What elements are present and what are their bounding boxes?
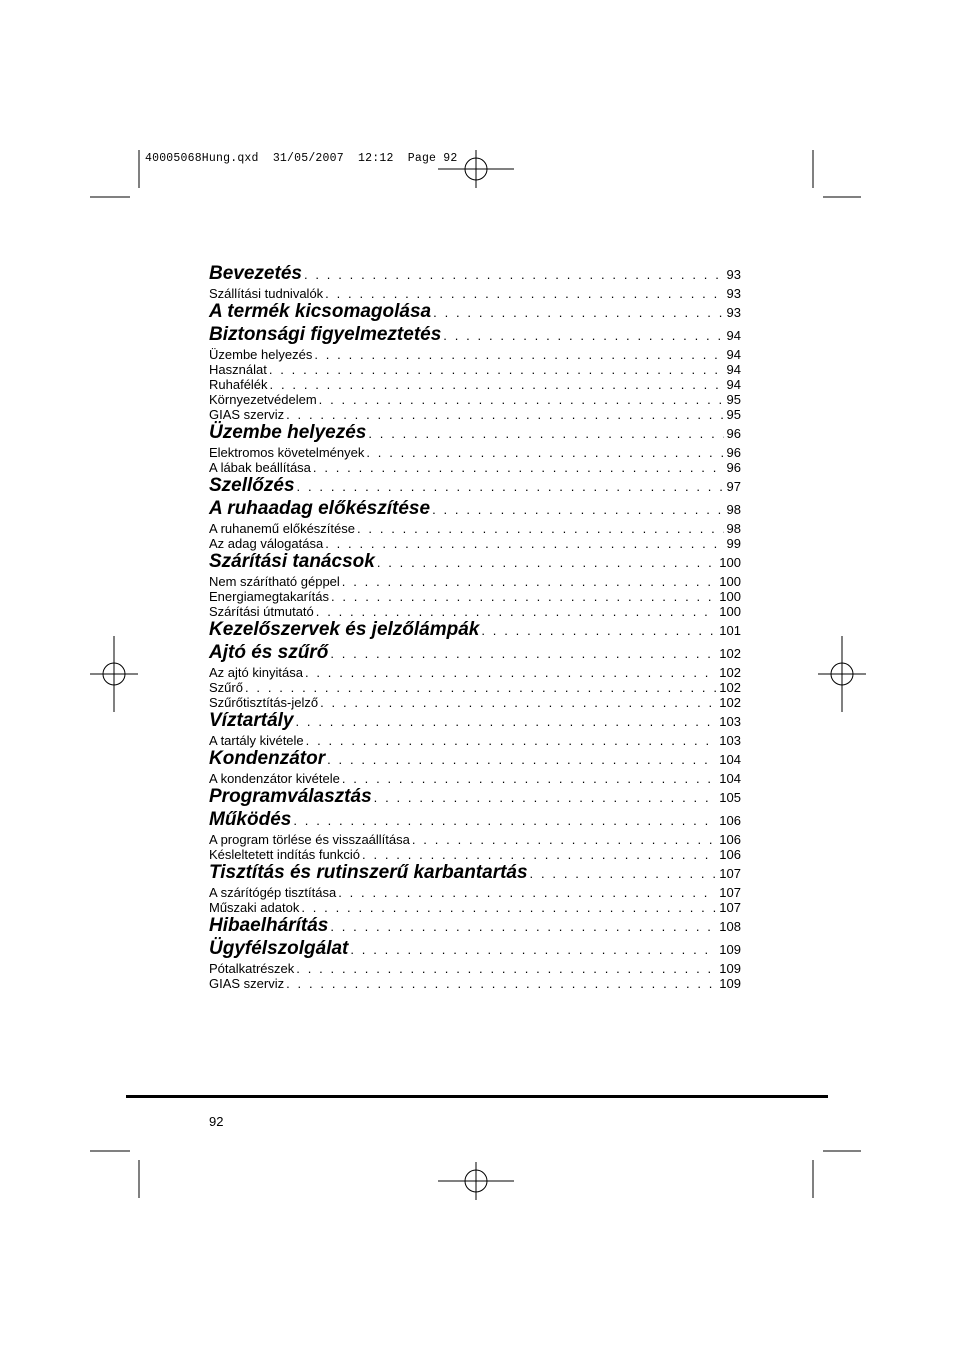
footer-rule: [126, 1095, 828, 1098]
dot-leader: [313, 460, 724, 475]
dot-leader: [342, 771, 716, 786]
dot-leader: [286, 407, 723, 422]
toc-entry-title: Hibaelhárítás: [209, 915, 329, 936]
toc-section-entry: [209, 915, 741, 938]
toc-entry-title: Pótalkatrészek: [209, 961, 295, 976]
toc-entry-page: 102: [719, 646, 741, 661]
toc-entry-title: Szállítási tudnivalók: [209, 286, 324, 301]
toc-entry-title: A termék kicsomagolása: [209, 301, 432, 322]
toc-entry-page: 98: [726, 502, 741, 517]
toc-entry-page: 93: [726, 286, 741, 301]
toc-subsection-entry: [209, 392, 741, 407]
dot-leader: [297, 476, 724, 498]
toc-entry-page: 102: [719, 665, 741, 680]
toc-entry-page: 96: [726, 460, 741, 475]
toc-entry-page: 109: [719, 976, 741, 991]
toc-entry-title: Kondenzátor: [209, 748, 326, 769]
dot-leader: [330, 916, 716, 938]
toc-entry-title: Használat: [209, 362, 267, 377]
toc-entry-title: Elektromos követelmények: [209, 445, 365, 460]
toc-section-entry: [209, 938, 741, 961]
dot-leader: [270, 377, 724, 392]
toc-entry-title: Szűrő: [209, 680, 243, 695]
toc-entry-page: 98: [726, 521, 741, 536]
toc-entry-page: 94: [726, 347, 741, 362]
toc-subsection-entry: [209, 521, 741, 536]
dot-leader: [432, 499, 723, 521]
toc-entry-title: A ruhanemű előkészítése: [209, 521, 355, 536]
dot-leader: [319, 392, 724, 407]
toc-subsection-entry: [209, 589, 741, 604]
registration-mark-left: [90, 636, 138, 712]
dot-leader: [245, 680, 716, 695]
toc-subsection-entry: [209, 733, 741, 748]
toc-entry-page: 103: [719, 733, 741, 748]
toc-entry-page: 95: [726, 392, 741, 407]
dot-leader: [433, 302, 723, 324]
toc-entry-page: 99: [726, 536, 741, 551]
dot-leader: [530, 863, 717, 885]
toc-entry-page: 100: [719, 589, 741, 604]
toc-entry-page: 100: [719, 574, 741, 589]
dot-leader: [377, 552, 716, 574]
toc-subsection-entry: [209, 771, 741, 786]
toc-entry-title: Biztonsági figyelmeztetés: [209, 324, 442, 345]
dot-leader: [412, 832, 716, 847]
dot-leader: [314, 347, 723, 362]
registration-mark-right: [818, 636, 866, 712]
toc-entry-page: 96: [726, 445, 741, 460]
toc-subsection-entry: [209, 680, 741, 695]
toc-section-entry: [209, 619, 741, 642]
dot-leader: [327, 749, 716, 771]
toc-entry-title: Műszaki adatok: [209, 900, 300, 915]
dot-leader: [306, 733, 717, 748]
toc-subsection-entry: [209, 407, 741, 422]
toc-entry-page: 93: [726, 305, 741, 320]
dot-leader: [331, 589, 716, 604]
dot-leader: [330, 643, 716, 665]
toc-entry-title: A lábak beállítása: [209, 460, 311, 475]
toc-entry-title: Üzembe helyezés: [209, 347, 313, 362]
toc-entry-title: Ügyfélszolgálat: [209, 938, 349, 959]
toc-entry-title: Az ajtó kinyitása: [209, 665, 303, 680]
toc-entry-page: 104: [719, 752, 741, 767]
toc-entry-title: A ruhaadag előkészítése: [209, 498, 431, 519]
dot-leader: [366, 445, 723, 460]
toc-section-entry: [209, 475, 741, 498]
toc-subsection-entry: [209, 377, 741, 392]
toc-subsection-entry: [209, 286, 741, 301]
dot-leader: [301, 900, 716, 915]
toc-section-entry: [209, 498, 741, 521]
toc-entry-page: 100: [719, 604, 741, 619]
toc-entry-title: Nem szárítható géppel: [209, 574, 340, 589]
dot-leader: [296, 961, 716, 976]
toc-entry-page: 93: [726, 267, 741, 282]
toc-entry-page: 107: [719, 900, 741, 915]
toc-entry-page: 105: [719, 790, 741, 805]
dot-leader: [443, 325, 723, 347]
toc-entry-page: 103: [719, 714, 741, 729]
toc-subsection-entry: [209, 832, 741, 847]
toc-entry-page: 94: [726, 377, 741, 392]
toc-entry-title: Bevezetés: [209, 263, 302, 284]
table-of-contents: [209, 263, 741, 991]
toc-subsection-entry: [209, 347, 741, 362]
registration-mark-bottom: [438, 1162, 514, 1200]
toc-entry-page: 95: [726, 407, 741, 422]
toc-section-entry: [209, 642, 741, 665]
dot-leader: [374, 787, 717, 809]
toc-section-entry: [209, 263, 741, 286]
dot-leader: [316, 604, 717, 619]
toc-entry-title: Ruhafélék: [209, 377, 268, 392]
toc-entry-title: Környezetvédelem: [209, 392, 317, 407]
dot-leader: [368, 423, 723, 445]
toc-entry-page: 96: [726, 426, 741, 441]
toc-entry-title: Szárítási tanácsok: [209, 551, 375, 572]
toc-entry-title: Szűrőtisztítás-jelző: [209, 695, 319, 710]
toc-section-entry: [209, 551, 741, 574]
toc-entry-page: 102: [719, 695, 741, 710]
toc-entry-page: 107: [719, 866, 741, 881]
toc-entry-title: GIAS szerviz: [209, 976, 285, 991]
toc-entry-title: A kondenzátor kivétele: [209, 771, 340, 786]
toc-section-entry: [209, 422, 741, 445]
toc-entry-title: Késleltetett indítás funkció: [209, 847, 361, 862]
toc-subsection-entry: [209, 460, 741, 475]
dot-leader: [286, 976, 716, 991]
toc-entry-page: 106: [719, 813, 741, 828]
toc-entry-title: Energiamegtakarítás: [209, 589, 329, 604]
toc-section-entry: [209, 809, 741, 832]
toc-entry-page: 108: [719, 919, 741, 934]
toc-entry-page: 106: [719, 832, 741, 847]
toc-entry-page: 104: [719, 771, 741, 786]
toc-subsection-entry: [209, 604, 741, 619]
toc-subsection-entry: [209, 665, 741, 680]
toc-entry-page: 102: [719, 680, 741, 695]
dot-leader: [305, 665, 716, 680]
toc-subsection-entry: [209, 445, 741, 460]
toc-entry-page: 94: [726, 328, 741, 343]
toc-entry-title: GIAS szerviz: [209, 407, 285, 422]
toc-subsection-entry: [209, 695, 741, 710]
toc-section-entry: [209, 324, 741, 347]
toc-entry-title: A szárítógép tisztítása: [209, 885, 337, 900]
toc-entry-title: Szellőzés: [209, 475, 295, 496]
toc-entry-title: Üzembe helyezés: [209, 422, 367, 443]
toc-subsection-entry: [209, 574, 741, 589]
toc-entry-title: Programválasztás: [209, 786, 372, 807]
toc-subsection-entry: [209, 900, 741, 915]
toc-entry-page: 100: [719, 555, 741, 570]
dot-leader: [338, 885, 716, 900]
toc-entry-title: A tartály kivétele: [209, 733, 304, 748]
toc-entry-page: 109: [719, 942, 741, 957]
toc-subsection-entry: [209, 847, 741, 862]
dot-leader: [295, 711, 716, 733]
toc-entry-title: Tisztítás és rutinszerű karbantartás: [209, 862, 528, 883]
dot-leader: [304, 264, 724, 286]
toc-entry-title: Kezelőszervek és jelzőlámpák: [209, 619, 480, 640]
toc-entry-page: 107: [719, 885, 741, 900]
toc-entry-title: Víztartály: [209, 710, 294, 731]
toc-entry-page: 97: [726, 479, 741, 494]
toc-section-entry: [209, 301, 741, 324]
toc-section-entry: [209, 862, 741, 885]
dot-leader: [342, 574, 717, 589]
page-number: 92: [209, 1114, 224, 1129]
toc-entry-page: 109: [719, 961, 741, 976]
dot-leader: [269, 362, 724, 377]
toc-subsection-entry: [209, 961, 741, 976]
dot-leader: [362, 847, 716, 862]
dot-leader: [325, 286, 723, 301]
dot-leader: [350, 939, 716, 961]
dot-leader: [293, 810, 716, 832]
toc-entry-page: 94: [726, 362, 741, 377]
toc-section-entry: [209, 710, 741, 733]
dot-leader: [320, 695, 716, 710]
dot-leader: [357, 521, 724, 536]
toc-entry-page: 101: [719, 623, 741, 638]
dot-leader: [325, 536, 723, 551]
toc-subsection-entry: [209, 976, 741, 991]
toc-entry-title: Szárítási útmutató: [209, 604, 314, 619]
toc-subsection-entry: [209, 536, 741, 551]
toc-entry-title: Ajtó és szűrő: [209, 642, 329, 663]
toc-entry-page: 106: [719, 847, 741, 862]
toc-subsection-entry: [209, 362, 741, 377]
toc-entry-title: Működés: [209, 809, 292, 830]
print-slug-line: 40005068Hung.qxd 31/05/2007 12:12 Page 92: [145, 152, 458, 165]
toc-entry-title: Az adag válogatása: [209, 536, 324, 551]
toc-section-entry: [209, 786, 741, 809]
toc-section-entry: [209, 748, 741, 771]
toc-entry-title: A program törlése és visszaállítása: [209, 832, 410, 847]
dot-leader: [481, 620, 716, 642]
toc-subsection-entry: [209, 885, 741, 900]
